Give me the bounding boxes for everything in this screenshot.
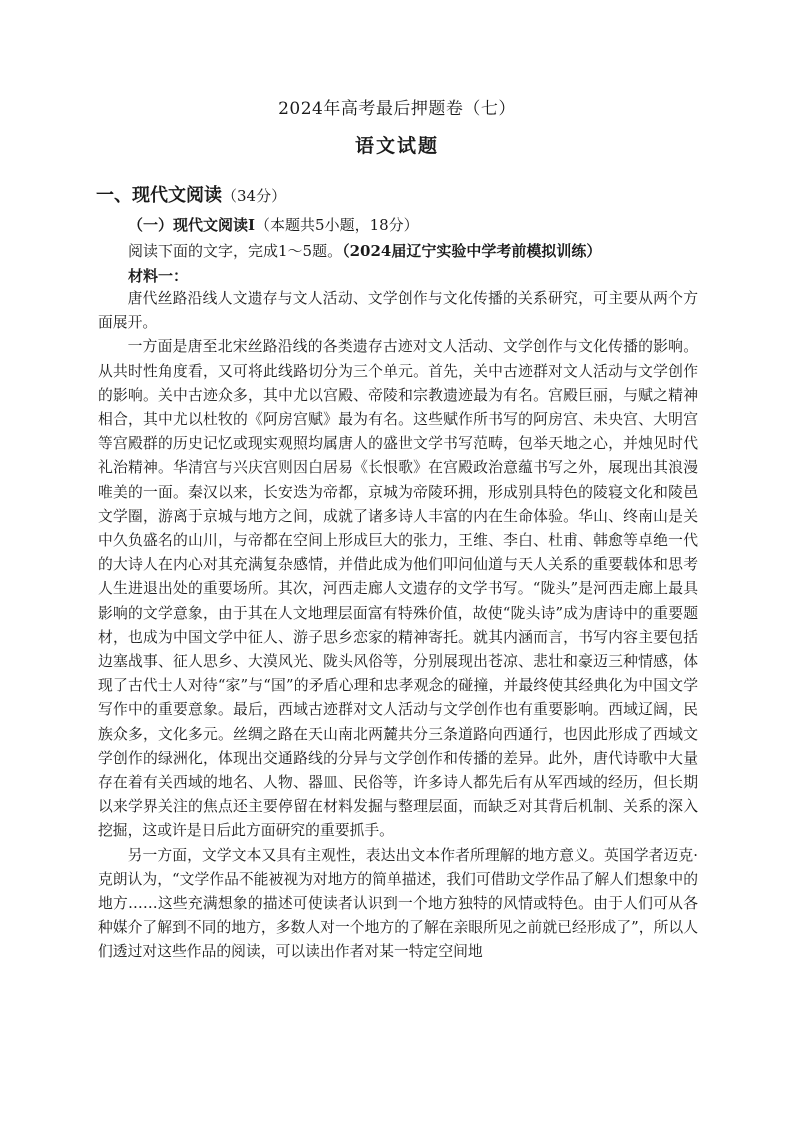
subsection-title: （一）现代文阅读Ⅰ [128,216,256,234]
instruction-line [128,240,601,261]
subject-title: 语文试题 [354,135,439,157]
exam-title: 2024年高考最后押题卷（七） [278,99,516,119]
paragraph: 一方面是唐至北宋丝路沿线的各类遗存古迹对文人活动、文学创作与文化传播的影响。从共时性角度看，又可将此线路切分为三个单元。首先，关中古迹群对文人活动与文学创作的影响。关中古迹众多，其中尤以宫殿、帝陵和宗教遗迹最为有名。宫殿巨丽，与赋之精神相合，其中尤以杜牧的《阿房宫赋》最为有名。这些赋作所书写的阿房宫、未央宫、大明宫等宫殿群的历史记忆或现实观照均属唐人的盛世文学书写范畴，包举天地之心，并烛见时代礼治精神。华清宫与兴庆宫则因白居易《长恨歌》在宫殿政治意蕴书写之外，展现出其浪漫唯美的一面。秦汉以来，长安迭为帝都，京城为帝陵环拥，形成别具特色的陵寝文化和陵邑文学圈，游离于京城与地方之间，成就了诸多诗人丰富的内在生命体验。华山、终南山是关中久负盛名的山川，与帝都在空间上形成巨大的张力，王维、李白、杜甫、韩愈等卓绝一代的大诗人在内心对其充满复杂感情，并借此成为他们叩问仙道与天人关系的重要载体和思考人生进退出处的重要场所。其次，河西走廊人文遗存的文学书写。“陇头”是河西走廊上最具影响的文学意象，由于其在人文地理层面富有特殊价值，故使“陇头诗”成为唐诗中的重要题材，也成为中国文学中征人、游子思乡恋家的精神寄托。就其内涵而言，书写内容主要包括边塞战事、征人思乡、大漠风光、陇头风俗等，分别展现出苍凉、悲壮和豪迈三种情感，体现了古代士人对待“家”与“国”的矛盾心理和忠孝观念的碰撞，并最终使其经典化为中国文学写作中的重要意象。最后，西域古迹群对文人活动与文学创作也有重要影响。西域辽阔，民族众多，文化多元。丝绸之路在天山南北两麓共分三条道路向西通行，也因此形成了西域文学创作的绿洲化，体现出交通路线的分异与文学创作和传播的差异。此外，唐代诗歌中大量存在着有关西域的地名、人物、器皿、民俗等，许多诗人都先后有从军西域的经历，但长期以来学界关注的焦点还主要停留在材料发掘与整理层面，而缺乏对其背后机制、关系的深入挖掘，这或许是日后此方面研究的重要抓手。 [98,338,698,840]
instruction-text: 阅读下面的文字，完成1～5题。 [128,242,343,260]
reading-passage [98,287,698,965]
material-label: 材料一： [128,267,189,285]
instruction-source: （2024届辽宁实验中学考前模拟训练） [342,242,602,260]
subsection-heading [128,214,419,235]
paragraph: 另一方面，文学文本又具有主观性，表达出文本作者所理解的地方意义。英国学者迈克·克朗认为，“文学作品不能被视为对地方的简单描述，我们可借助文学作品了解人们想象中的地方……这些充满想象的描述可使读者认识到一个地方独特的风情或特色。由于人们可从各种媒介了解到不同的地方，多数人对一个地方的了解在亲眼所见之前就已经形成了”，所以人们透过对这些作品的阅读，可以读出作者对某一特定空间地 [98,846,698,961]
section-title: 一、现代文阅读 [96,185,222,206]
paragraph: 唐代丝路沿线人文遗存与文人活动、文学创作与文化传播的关系研究，可主要从两个方面展开。 [98,290,698,332]
section-score: （34分） [222,187,287,205]
subsection-note: （本题共5小题，18分） [255,216,419,234]
section-heading [96,181,286,207]
